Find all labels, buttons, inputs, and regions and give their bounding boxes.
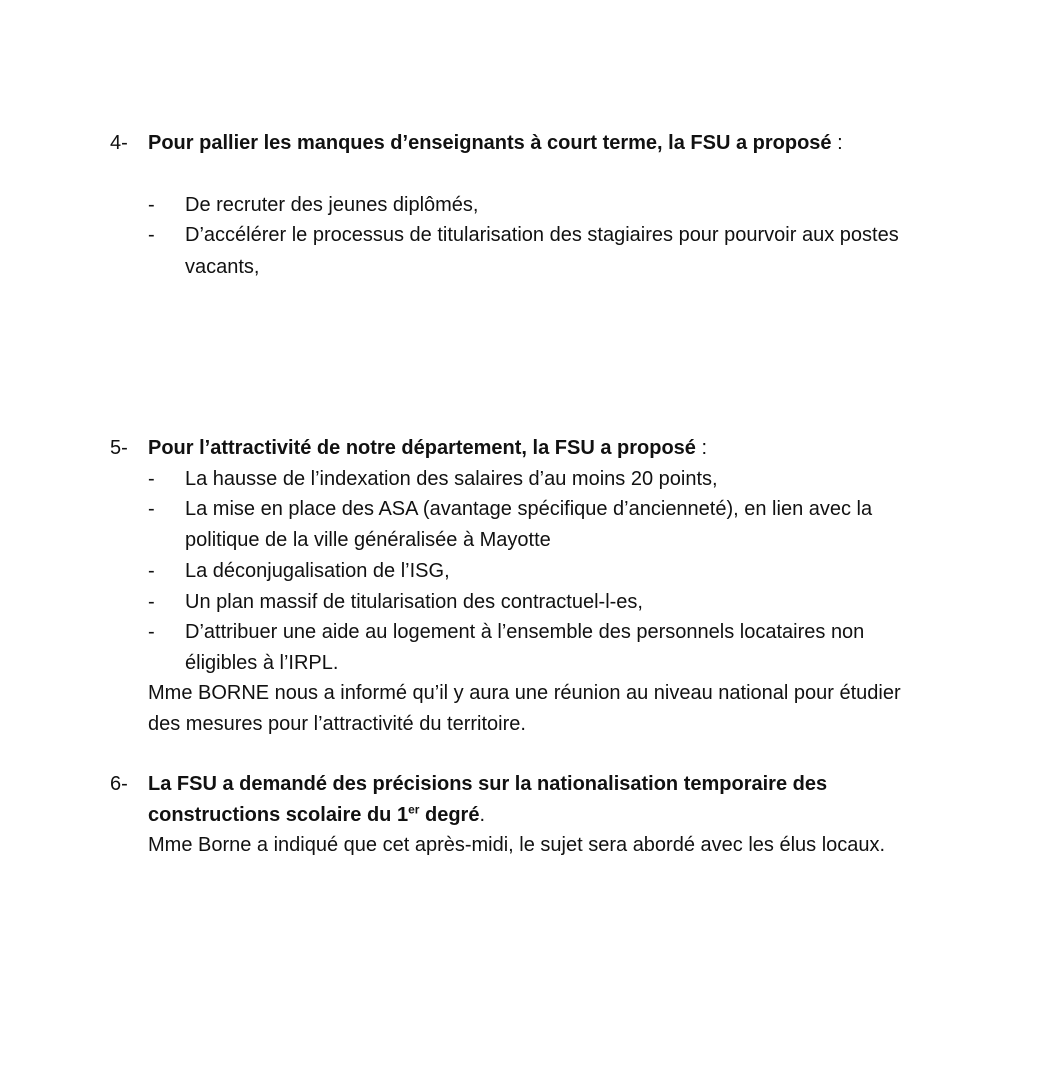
item-5-paragraph-line-2: des mesures pour l’attractivité du territoire. — [148, 713, 526, 735]
bullet-dash: - — [148, 560, 155, 582]
item-6-superscript: er — [408, 802, 420, 817]
item-5-bullet-2-cont: politique de la ville généralisée à Mayotte — [185, 529, 551, 551]
bullet-dash: - — [148, 498, 155, 520]
item-5-heading — [148, 433, 707, 463]
item-4-bullet-2: D’accélérer le processus de titularisation des stagiaires pour pourvoir aux postes — [185, 224, 899, 246]
item-4-heading-suffix: : — [831, 132, 843, 154]
item-4-heading-text: Pour pallier les manques d’enseignants à court terme, la FSU a proposé — [148, 132, 832, 154]
bullet-dash: - — [148, 224, 155, 246]
item-6-paragraph: Mme Borne a indiqué que cet après-midi, le sujet sera abordé avec les élus locaux. — [148, 834, 886, 856]
item-5-bullet-5: D’attribuer une aide au logement à l’ensemble des personnels locataires non — [185, 621, 865, 643]
bullet-dash: - — [148, 591, 155, 613]
item-4-heading — [148, 128, 843, 158]
item-5-bullet-1: La hausse de l’indexation des salaires d’au moins 20 points, — [185, 468, 718, 490]
item-6-heading-period: . — [479, 804, 486, 826]
bullet-dash: - — [148, 468, 155, 490]
item-5-heading-suffix: : — [695, 437, 708, 459]
item-6-heading-text: constructions scolaire du 1 — [148, 804, 409, 826]
item-6-heading-line-1: La FSU a demandé des précisions sur la nationalisation temporaire des — [148, 773, 828, 795]
item-4-bullet-2-cont: vacants, — [185, 256, 260, 278]
item-5-bullet-3: La déconjugalisation de l’ISG, — [185, 560, 450, 582]
bullet-dash: - — [148, 194, 155, 216]
item-6-number: 6- — [110, 773, 128, 795]
item-6-heading-line-2 — [148, 800, 485, 830]
item-6-heading-end: degré — [419, 804, 480, 826]
item-5-bullet-4: Un plan massif de titularisation des contractuel-l-es, — [185, 591, 643, 613]
item-4-number: 4- — [110, 132, 128, 154]
item-5-bullet-2: La mise en place des ASA (avantage spécifique d’ancienneté), en lien avec la — [185, 498, 873, 520]
item-4-bullet-1: De recruter des jeunes diplômés, — [185, 194, 479, 216]
item-5-heading-text: Pour l’attractivité de notre département, la FSU a proposé — [148, 437, 696, 459]
bullet-dash: - — [148, 621, 155, 643]
item-5-number: 5- — [110, 437, 128, 459]
item-5-bullet-5-cont: éligibles à l’IRPL. — [185, 652, 339, 674]
item-5-paragraph-line-1: Mme BORNE nous a informé qu’il y aura une réunion au niveau national pour étudier — [148, 682, 901, 704]
